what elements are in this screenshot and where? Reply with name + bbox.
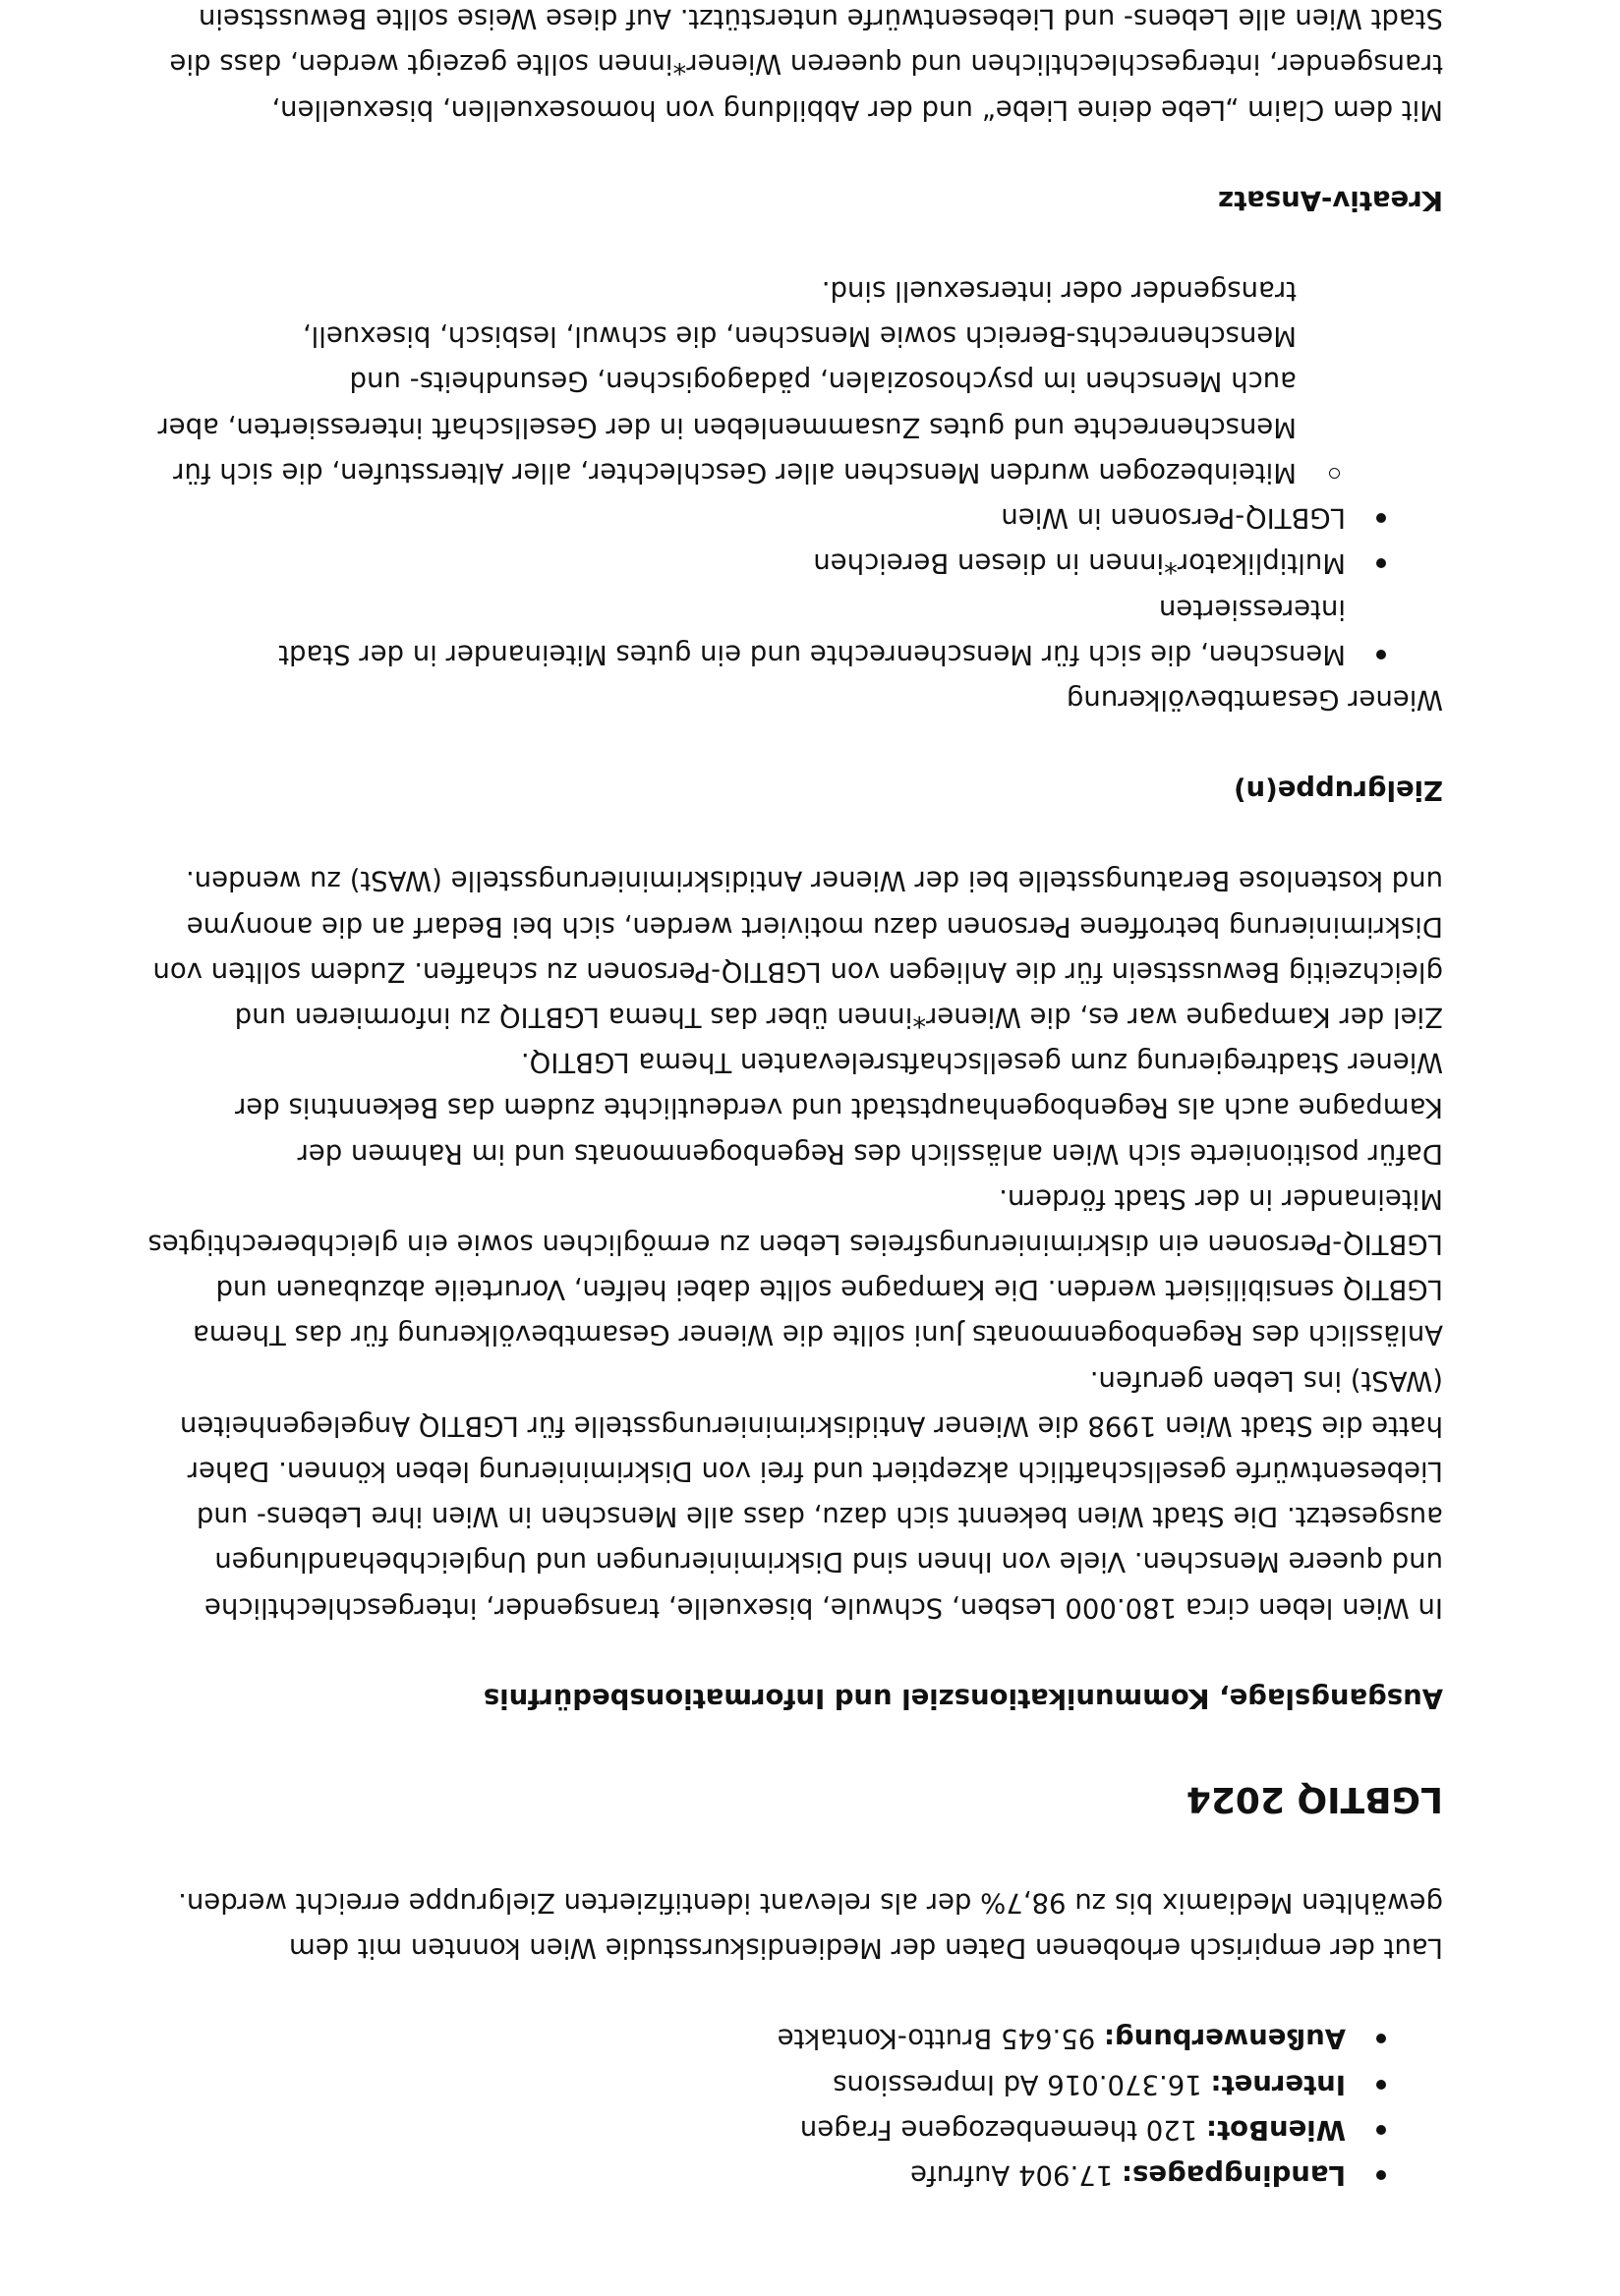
stats-item-aussenwerbung [145,2016,1443,2061]
target-group-intro: Wiener Gesamtbevölkerung [1066,683,1443,716]
stat-label: Außenwerbung: [1103,2023,1346,2055]
section-paragraph: In Wien leben circa 180.000 Lesben, Schwule, bisexuelle, transgender, intergeschlechtliche und queere Menschen. Viele von Ihnen sind Diskriminierungen und Ungleichbehandlungen ausgesetzt. Die Stadt Wien bekennt sich dazu, dass alle Menschen in Wien ihre Lebens- und Liebesentwürfe gesellschaftlich akzeptiert und frei von Diskriminierung leben können. Daher hatte die Stadt Wien 1998 die Wiener Antidiskriminierungsstelle für LGBTIQ Angelegenheiten (WASt) ins Leben gerufen. [179,1364,1443,1624]
stats-list [145,2016,1443,2198]
section-paragraph: Ziel der Kampagne war es, die Wiener*innen über das Thema LGBTIQ zu informieren und gleichzeitig Bewusstsein für die Anliegen von LGBTIQ-Personen zu schaffen. Zudem sollten von Diskriminierung betroffene Personen dazu motiviert werden, sich bei Bedarf an die anonyme und kostenlose Beratungsstelle bei der Wiener Antidiskriminierungsstelle (WASt) zu wenden. [152,865,1443,1033]
document-content [145,0,1443,2198]
stat-value: 17.904 Aufrufe [910,2159,1114,2191]
section-paragraph: Mit dem Claim „Lebe deine Liebe“ und der Abbildung von homosexuellen, bisexuellen, transgender, intergeschlechtlichen und queeren Wiener*innen sollte gezeigt werden, dass die Stadt Wien alle Lebens- und Liebesentwürfe unterstützt. Auf diese Weise sollte Bewusstsein [169,3,1443,126]
stat-value: 16.370.016 Ad Impressions [833,2068,1202,2100]
target-group-item: Multiplikator*innen in diesen Bereichen [145,541,1443,586]
stat-label: WienBot: [1206,2113,1346,2146]
stats-item-wienbot [145,2107,1443,2152]
target-group-item: LGBTIQ-Personen in Wien [145,495,1443,541]
section-paragraph: Anlässlich des Regenbogenmonats Juni sollte die Wiener Gesamtbevölkerung für das Thema LGBTIQ sensibilisiert werden. Die Kampagne sollte dabei helfen, Vorurteile abzubauen und LGBTIQ-Personen ein diskriminierungsfreies Leben zu ermöglichen sowie ein gleichberechtigtes Miteinander in der Stadt fördern. [147,1182,1443,1351]
stat-label: Internet: [1210,2068,1346,2100]
section-heading-zielgruppen: Zielgruppe(n) [1233,775,1443,807]
reach-paragraph: Laut der empirisch erhobenen Daten der Mediendiskursstudie Wien konnten mit dem gewählten Mediamix bis zu 98,7% der als relevant identifizierten Zielgruppe erreicht werden. [178,1886,1443,1965]
target-group-sublist [145,268,1394,495]
section-heading-kreativ: Kreativ-Ansatz [1218,184,1443,216]
target-group-list [145,495,1443,677]
stats-item-landingpages [145,2152,1443,2198]
section-heading-ausgangslage: Ausgangslage, Kommunikationsziel und Informationsbedürfnis [483,1682,1443,1714]
stat-value: 95.645 Brutto-Kontakte [777,2023,1096,2055]
target-group-subitem: Miteinbezogen wurden Menschen aller Geschlechter, aller Altersstufen, die sich für Menschenrechte und gutes Zusammenleben in der Gesellschaft interessierten, aber auch Menschen im psychosozialen, pädagogischen, Gesundheits- und Menschenrechts-Bereich sowie Menschen, die schwul, lesbisch, bisexuell, transgender oder intersexuell sind. [145,268,1394,495]
stat-value: 120 themenbezogene Fragen [799,2113,1198,2146]
target-group-item: Menschen, die sich für Menschenrechte und ein gutes Miteinander in der Stadt interessierten [145,586,1443,676]
stats-item-internet [145,2061,1443,2106]
document-title: LGBTIQ 2024 [1186,1778,1443,1819]
section-paragraph: Dafür positionierte sich Wien anlässlich des Regenbogenmonats und im Rahmen der Kampagne auch als Regenbogenhauptstadt und verdeutlichte zudem das Bekenntnis der Wiener Stadtregierung zum gesellschaftsrelevanten Thema LGBTIQ. [235,1047,1443,1170]
stat-label: Landingpages: [1122,2159,1346,2191]
